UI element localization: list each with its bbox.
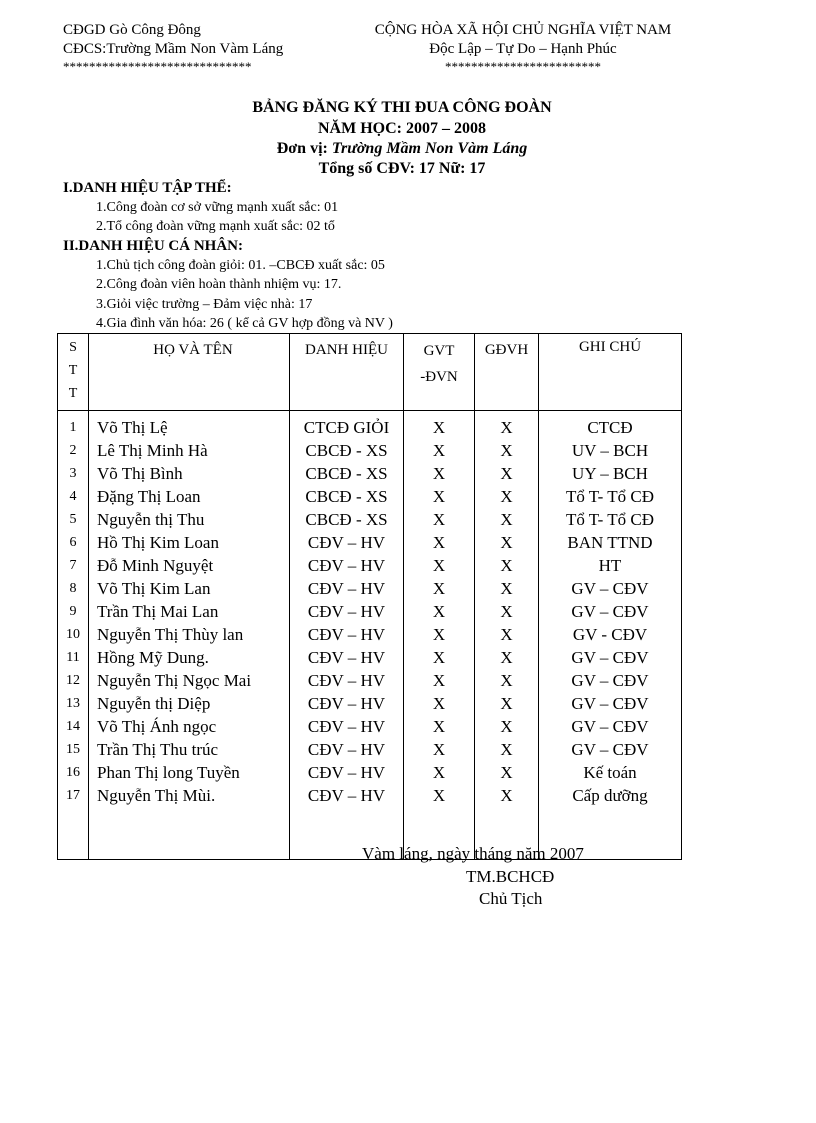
row-gdvh-mark: X: [475, 715, 539, 738]
individual-item: 3.Giỏi việc trường – Đảm việc nhà: 17: [96, 297, 313, 312]
row-gvt-mark: X: [404, 577, 475, 600]
row-title: CĐV – HV: [290, 761, 404, 784]
school-name: CĐCS:Trường Mầm Non Vàm Láng: [63, 41, 284, 57]
row-note: HT: [539, 554, 682, 577]
table-header-row: [58, 334, 682, 411]
row-name: Võ Thị Ánh ngọc: [89, 715, 290, 738]
row-name: Hồ Thị Kim Loan: [89, 531, 290, 554]
row-note: Kế toán: [539, 761, 682, 784]
row-gdvh-mark: X: [475, 692, 539, 715]
school-year: NĂM HỌC: 2007 – 2008: [318, 120, 486, 137]
unit-label: Đơn vị:: [276, 140, 328, 157]
unit-value: Trường Mầm Non Vàm Láng: [331, 140, 528, 157]
table-row: [58, 623, 682, 646]
row-note: Cấp dưỡng: [539, 784, 682, 807]
row-gvt-mark: X: [404, 600, 475, 623]
document-title: BẢNG ĐĂNG KÝ THI ĐUA CÔNG ĐOÀN: [252, 99, 552, 116]
row-gvt-mark: X: [404, 646, 475, 669]
row-stt: 6: [58, 531, 89, 554]
row-name: Võ Thị Lệ: [89, 411, 290, 440]
row-name: Nguyễn Thị Ngọc Mai: [89, 669, 290, 692]
row-name: Nguyễn Thị Thùy lan: [89, 623, 290, 646]
row-stt: 16: [58, 761, 89, 784]
table-row: [58, 784, 682, 807]
row-gdvh-mark: X: [475, 669, 539, 692]
row-stt: 13: [58, 692, 89, 715]
row-title: CĐV – HV: [290, 623, 404, 646]
right-divider-stars: ************************: [445, 59, 601, 74]
row-gvt-mark: X: [404, 554, 475, 577]
row-gdvh-mark: X: [475, 508, 539, 531]
table-row: [58, 738, 682, 761]
table-row: [58, 715, 682, 738]
national-motto: Độc Lập – Tự Do – Hạnh Phúc: [429, 41, 617, 57]
row-gdvh-mark: X: [475, 784, 539, 807]
collective-title: I.DANH HIỆU TẬP THỂ:: [63, 180, 232, 196]
row-stt: 17: [58, 784, 89, 807]
row-stt: 5: [58, 508, 89, 531]
row-gvt-mark: X: [404, 715, 475, 738]
row-gvt-mark: X: [404, 462, 475, 485]
header-gdvh: GĐVH: [475, 334, 539, 411]
national-title: CỘNG HÒA XÃ HỘI CHỦ NGHĨA VIỆT NAM: [374, 22, 672, 38]
row-name: Nguyễn thị Diệp: [89, 692, 290, 715]
table-row: [58, 531, 682, 554]
row-note: GV – CĐV: [539, 577, 682, 600]
individual-item: 1.Chủ tịch công đoàn giỏi: 01. –CBCĐ xuất sắc: 05: [96, 258, 385, 273]
row-note: GV – CĐV: [539, 692, 682, 715]
unit-line: [200, 140, 604, 158]
left-divider-stars: *****************************: [63, 59, 252, 74]
row-title: CTCĐ GIỎI: [290, 411, 404, 440]
table-row: [58, 600, 682, 623]
row-name: Lê Thị Minh Hà: [89, 439, 290, 462]
row-gdvh-mark: X: [475, 411, 539, 440]
signer-org: TM.BCHCĐ: [466, 867, 555, 886]
row-title: CĐV – HV: [290, 531, 404, 554]
header-gvt: GVT -ĐVN: [404, 334, 475, 411]
row-gvt-mark: X: [404, 669, 475, 692]
table-row: [58, 761, 682, 784]
row-title: CĐV – HV: [290, 715, 404, 738]
table-row: [58, 508, 682, 531]
row-stt: 15: [58, 738, 89, 761]
row-stt: 9: [58, 600, 89, 623]
row-gdvh-mark: X: [475, 485, 539, 508]
row-note: UV – BCH: [539, 439, 682, 462]
table-row: [58, 462, 682, 485]
row-gdvh-mark: X: [475, 462, 539, 485]
row-title: CĐV – HV: [290, 784, 404, 807]
row-stt: 1: [58, 411, 89, 440]
registration-table: [57, 333, 682, 860]
row-gvt-mark: X: [404, 784, 475, 807]
row-gvt-mark: X: [404, 439, 475, 462]
individual-title: II.DANH HIỆU CÁ NHÂN:: [63, 238, 244, 254]
row-name: Nguyễn thị Thu: [89, 508, 290, 531]
signer-role: Chủ Tịch: [479, 889, 543, 908]
header-note: GHI CHÚ: [539, 334, 682, 411]
row-name: Trần Thị Thu trúc: [89, 738, 290, 761]
collective-item: 2.Tổ công đoàn vững mạnh xuất sắc: 02 tổ: [96, 219, 335, 234]
empty-cell: [89, 807, 290, 860]
row-stt: 4: [58, 485, 89, 508]
row-note: GV - CĐV: [539, 623, 682, 646]
row-title: CBCĐ - XS: [290, 439, 404, 462]
row-stt: 14: [58, 715, 89, 738]
row-note: Tổ T- Tổ CĐ: [539, 485, 682, 508]
date-line: Vàm láng, ngày tháng năm 2007: [362, 844, 584, 863]
row-name: Trần Thị Mai Lan: [89, 600, 290, 623]
row-stt: 2: [58, 439, 89, 462]
row-gdvh-mark: X: [475, 577, 539, 600]
row-title: CĐV – HV: [290, 646, 404, 669]
table-row: [58, 439, 682, 462]
row-title: CĐV – HV: [290, 738, 404, 761]
row-name: Võ Thị Bình: [89, 462, 290, 485]
row-gdvh-mark: X: [475, 623, 539, 646]
individual-item: 2.Công đoàn viên hoàn thành nhiệm vụ: 17.: [96, 277, 342, 292]
row-name: Nguyễn Thị Mùi.: [89, 784, 290, 807]
row-gvt-mark: X: [404, 485, 475, 508]
row-gvt-mark: X: [404, 692, 475, 715]
row-note: GV – CĐV: [539, 738, 682, 761]
row-gvt-mark: X: [404, 531, 475, 554]
collective-item: 1.Công đoàn cơ sở vững mạnh xuất sắc: 01: [96, 200, 339, 215]
row-title: CĐV – HV: [290, 692, 404, 715]
table-row: [58, 646, 682, 669]
row-stt: 12: [58, 669, 89, 692]
table-row: [58, 411, 682, 440]
row-name: Đặng Thị Loan: [89, 485, 290, 508]
row-stt: 8: [58, 577, 89, 600]
table-row: [58, 554, 682, 577]
row-gdvh-mark: X: [475, 761, 539, 784]
row-gdvh-mark: X: [475, 531, 539, 554]
row-stt: 10: [58, 623, 89, 646]
row-note: GV – CĐV: [539, 715, 682, 738]
row-gdvh-mark: X: [475, 738, 539, 761]
row-gdvh-mark: X: [475, 646, 539, 669]
row-title: CBCĐ - XS: [290, 508, 404, 531]
row-title: CBCĐ - XS: [290, 462, 404, 485]
row-gvt-mark: X: [404, 508, 475, 531]
row-gdvh-mark: X: [475, 600, 539, 623]
row-note: BAN TTND: [539, 531, 682, 554]
row-gvt-mark: X: [404, 623, 475, 646]
table-row: [58, 577, 682, 600]
row-title: CĐV – HV: [290, 577, 404, 600]
row-note: GV – CĐV: [539, 600, 682, 623]
row-note: GV – CĐV: [539, 646, 682, 669]
header-title: DANH HIỆU: [290, 334, 404, 411]
row-note: Tổ T- Tổ CĐ: [539, 508, 682, 531]
row-name: Hồng Mỹ Dung.: [89, 646, 290, 669]
row-gdvh-mark: X: [475, 554, 539, 577]
agency-name: CĐGD Gò Công Đông: [63, 22, 201, 38]
row-note: CTCĐ: [539, 411, 682, 440]
row-gvt-mark: X: [404, 761, 475, 784]
row-gvt-mark: X: [404, 411, 475, 440]
header-stt: S T T: [58, 334, 89, 411]
row-name: Võ Thị Kim Lan: [89, 577, 290, 600]
row-note: UY – BCH: [539, 462, 682, 485]
row-name: Phan Thị long Tuyền: [89, 761, 290, 784]
row-name: Đỗ Minh Nguyệt: [89, 554, 290, 577]
table-row: [58, 485, 682, 508]
row-gvt-mark: X: [404, 738, 475, 761]
empty-cell: [58, 807, 89, 860]
row-title: CĐV – HV: [290, 600, 404, 623]
row-stt: 11: [58, 646, 89, 669]
individual-item: 4.Gia đình văn hóa: 26 ( kể cả GV hợp đồng và NV ): [96, 316, 393, 331]
table-body: [58, 411, 682, 860]
row-title: CĐV – HV: [290, 554, 404, 577]
header-name: HỌ VÀ TÊN: [89, 334, 290, 411]
row-stt: 3: [58, 462, 89, 485]
table-row: [58, 692, 682, 715]
table-row: [58, 669, 682, 692]
row-note: GV – CĐV: [539, 669, 682, 692]
row-stt: 7: [58, 554, 89, 577]
member-count: Tổng số CĐV: 17 Nữ: 17: [318, 160, 486, 177]
row-gdvh-mark: X: [475, 439, 539, 462]
row-title: CĐV – HV: [290, 669, 404, 692]
row-title: CBCĐ - XS: [290, 485, 404, 508]
